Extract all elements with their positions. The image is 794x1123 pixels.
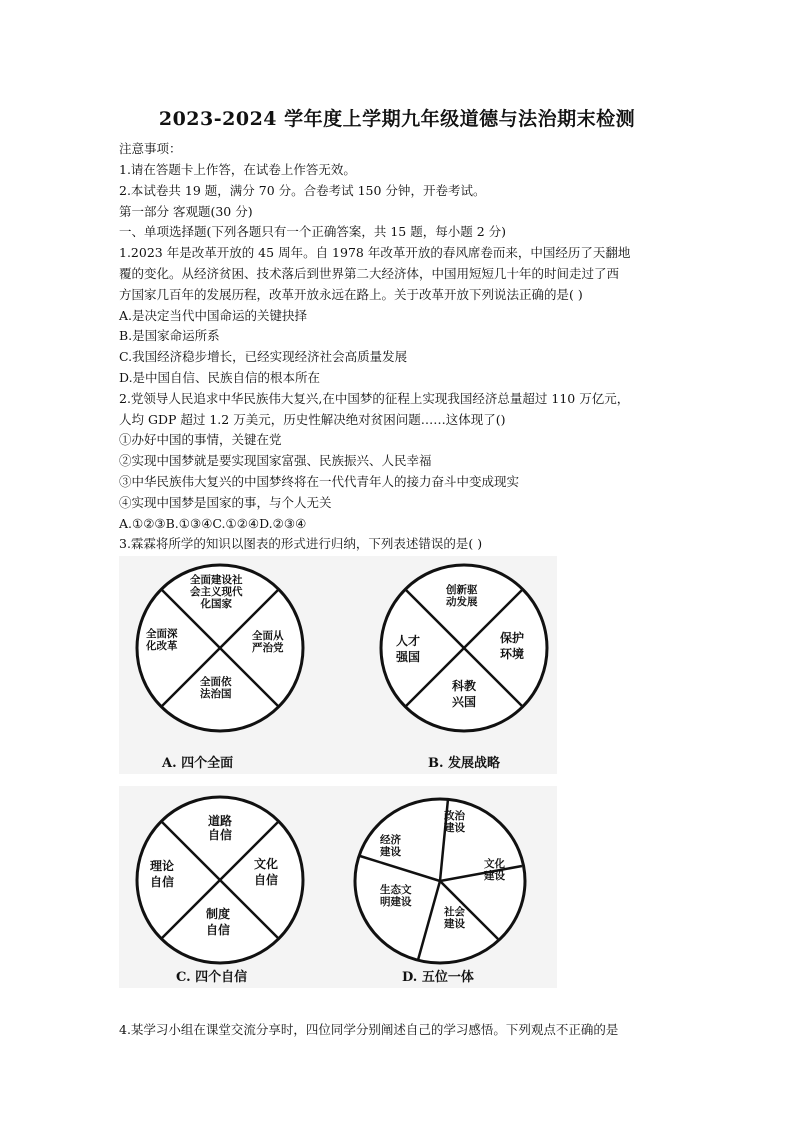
diagram-c-bottom-label: 制度 自信: [206, 907, 231, 937]
question-2-line-1: 2.党领导人民追求中华民族伟大复兴,在中国梦的征程上实现我国经济总量超过 110 万亿元，: [119, 391, 630, 406]
question-2-item-1: ①办好中国的事情，关键在党: [119, 432, 282, 447]
diagram-a-caption: A. 四个全面: [162, 756, 234, 771]
diagram-b-caption: B. 发展战略: [428, 756, 501, 771]
diagram-b-right-label: 保护 环境: [500, 631, 525, 661]
diagram-a-bottom-label: 全面依 法治国: [200, 676, 232, 700]
section-heading: 一、单项选择题(下列各题只有一个正确答案，共 15 题，每小题 2 分): [119, 224, 507, 239]
diagram-d-caption: D. 五位一体: [402, 970, 474, 985]
part-one-heading: 第一部分 客观题(30 分): [119, 204, 253, 219]
diagram-b-bottom-label: 科教 兴国: [452, 679, 477, 709]
diagram-d-segment-politics: 政治 建设: [444, 810, 465, 834]
question-1-option-c: C.我国经济稳步增长，已经实现经济社会高质量发展: [119, 349, 408, 364]
diagram-b-top-label: 创新驱 动发展: [446, 584, 478, 608]
question-1-line-3: 方国家几百年的发展历程，改革开放永远在路上。关于改革开放下列说法正确的是( ): [119, 287, 583, 302]
diagram-c-left-label: 理论 自信: [150, 859, 175, 889]
question-2-line-2: 人均 GDP 超过 1.2 万美元，历史性解决绝对贫困问题……这体现了(): [119, 412, 506, 427]
notice-item-2: 2.本试卷共 19 题，满分 70 分。合卷考试 150 分钟，开卷考试。: [119, 183, 486, 198]
question-1-line-1: 1.2023 年是改革开放的 45 周年。自 1978 年改革开放的春风席卷而来，中国经历了天翻地: [119, 245, 631, 260]
notice-item-1: 1.请在答题卡上作答，在试卷上作答无效。: [119, 162, 356, 177]
diagram-d-segment-culture: 文化 建设: [484, 858, 505, 882]
diagram-d-segment-society: 社会 建设: [444, 906, 465, 930]
question-1-option-b: B.是国家命运所系: [119, 328, 220, 343]
question-2-item-3: ③中华民族伟大复兴的中国梦终将在一代代青年人的接力奋斗中变成现实: [119, 474, 520, 489]
question-2-options: A.①②③B.①③④C.①②④D.②③④: [119, 516, 307, 531]
diagram-c-caption: C. 四个自信: [176, 970, 248, 985]
question-1-line-2: 覆的变化。从经济贫困、技术落后到世界第二大经济体，中国用短短几十年的时间走过了西: [119, 266, 620, 281]
question-2-item-2: ②实现中国梦就是要实现国家富强、民族振兴、人民幸福: [119, 453, 432, 468]
diagram-c-right-label: 文化 自信: [254, 857, 279, 887]
diagram-a-top-label: 全面建设社 会主义现代 化国家: [190, 574, 243, 610]
diagram-d-segment-ecology: 生态文 明建设: [380, 884, 412, 908]
diagram-a-right-label: 全面从 严治党: [252, 630, 284, 654]
diagram-d-segment-economy: 经济 建设: [380, 834, 401, 858]
diagram-b-left-label: 人才 强国: [396, 634, 421, 664]
diagram-c-top-label: 道路 自信: [208, 814, 233, 842]
diagram-a-left-label: 全面深 化改革: [146, 628, 178, 652]
question-1-option-d: D.是中国自信、民族自信的根本所在: [119, 370, 321, 385]
exam-title: 2023-2024 学年度上学期九年级道德与法治期末检测: [158, 108, 636, 130]
question-1-option-a: A.是决定当代中国命运的关键抉择: [119, 308, 308, 323]
question-3-stem: 3.霖霖将所学的知识以图表的形式进行归纳，下列表述错误的是( ): [119, 536, 483, 551]
question-2-item-4: ④实现中国梦是国家的事，与个人无关: [119, 495, 332, 510]
notice-heading: 注意事项：: [119, 141, 182, 156]
question-4-stem: 4.某学习小组在课堂交流分享时，四位同学分别阐述自己的学习感悟。下列观点不正确的是: [119, 1022, 619, 1037]
